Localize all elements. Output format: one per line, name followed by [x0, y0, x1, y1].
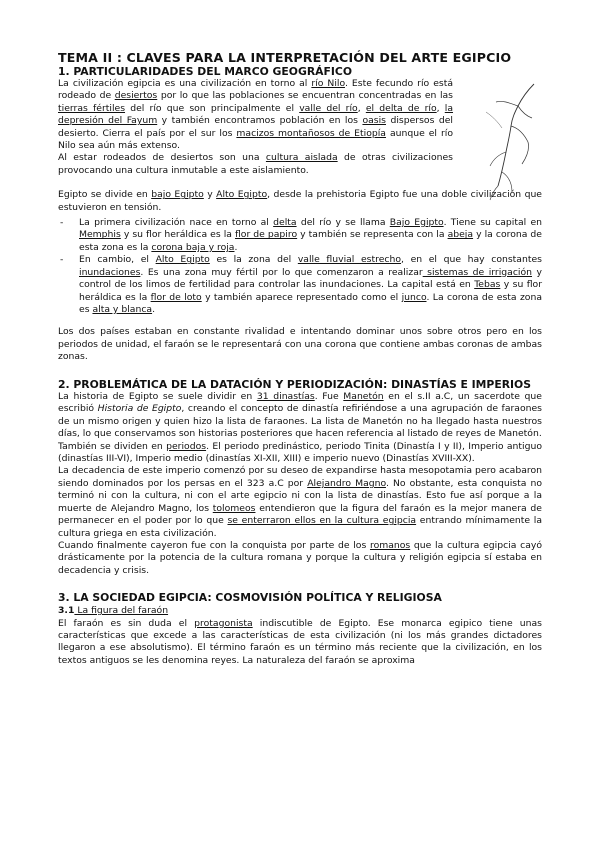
underlined-term: tolomeos	[212, 502, 256, 514]
underlined-term: flor de loto	[150, 291, 202, 303]
text-run: y control de los limos de fertilidad para controlar las inundaciones. La capital está en	[79, 266, 542, 291]
underlined-term: valle fluvial estrecho	[297, 254, 402, 266]
text-run: . Tiene su capital en	[443, 217, 543, 229]
text-run: La decadencia de este imperio comenzó por su deseo de expandirse hasta mesopotamia pero acabaron siendo dominados por los persas en el 323 a.C por	[58, 465, 542, 489]
text-run: Los dos países estaban en constante rivalidad e intentando dominar unos sobre otros pero en los periodos de unidad, el faraón se le representará con una corona que contiene ambas coronas de ambas zonas.	[58, 326, 542, 363]
text-run: indiscutible de Egipto. Ese monarca egipico tiene unas características que excede a las características de esta civilización (ni los más grandes dictadores llegaron a ese absolutismo). El término faraón es un término más reciente que la civilización, en los textos antiguos se les denomina reyes. La naturaleza del faraón se aproxima	[58, 617, 542, 666]
underlined-term: se enterraron ellos en la cultura egipcia	[227, 515, 417, 527]
text-run: del río y se llama	[296, 217, 390, 229]
underlined-term: bajo Egipto	[151, 189, 204, 201]
underlined-term: alta y blanca	[92, 303, 153, 315]
text-run: Egipto se divide en	[58, 189, 152, 201]
underlined-term: desiertos	[114, 90, 158, 102]
text-run: de otras civilizaciones provocando una cultura inmutable a este aislamiento.	[58, 152, 453, 176]
underlined-term: delta	[273, 217, 297, 229]
text-run: . Es una zona muy fértil por lo que comenzaron a realizar	[140, 266, 423, 278]
text-run: que la cultura egipcia cayó drásticamente por la potencia de la cultura romana y porque la cultura y religión egipcia sí estaba en decadencia y crisis.	[58, 539, 542, 576]
text-run: Al estar rodeados de desiertos son una	[58, 152, 266, 164]
text-run: En cambio, el	[79, 254, 156, 266]
section-3-heading: 3. LA SOCIEDAD EGIPCIA: COSMOVISIÓN POLÍTICA Y RELIGIOSA	[58, 591, 442, 605]
text-run: entendieron que la figura del faraón es la mejor manera de permanecer en el poder por lo que	[58, 502, 542, 527]
underlined-term: periodos	[166, 440, 207, 452]
text-run: dispersos del desierto. Cierra el país por el sur los	[58, 115, 453, 139]
text-run: por lo que las poblaciones se encuentran concentradas en las	[157, 90, 454, 102]
underlined-term: Alejandro Magno	[307, 477, 386, 489]
underlined-term: corona baja y roja	[151, 241, 235, 253]
underlined-term: junco	[401, 291, 427, 303]
sec2-paragraph-3	[58, 465, 542, 539]
underlined-term: tierras fértiles	[58, 102, 126, 114]
text-run: , en el que hay constantes	[401, 254, 542, 266]
text-run: y	[203, 189, 217, 201]
text-run: . Este fecundo río está rodeado de	[58, 78, 454, 102]
text-run: es la zona del	[209, 254, 298, 266]
text-run: .	[234, 241, 238, 253]
underlined-term: la depresión del Fayum	[58, 102, 454, 127]
text-run: , desde la prehistoria Egipto fue una doble civilización que estuvieron en tensión.	[58, 189, 542, 213]
text-run: y también se representa con la	[297, 229, 448, 241]
underlined-term: Alto Egipto	[216, 189, 268, 201]
sec2-paragraph-1	[58, 391, 542, 441]
underlined-term: sistemas de irrigación	[422, 266, 533, 278]
sec1-paragraph-4	[58, 326, 542, 363]
underlined-term: Alto Egipto	[155, 254, 210, 266]
text-run: La historia de Egipto se suele dividir en	[58, 391, 257, 403]
text-run: . Fue	[314, 391, 344, 403]
text-run: , creando el concepto de dinastía refiriéndose a una agrupación de faraones de un mismo origen y quien hizo la lista de faraones. La lista de Manetón no ha llegado hasta nuestros días, lo que conservamos son historias posteriores que hacen referencia al listado de reyes de Manetón.	[58, 403, 542, 440]
underlined-term: inundaciones	[79, 266, 141, 278]
section-2-heading: 2. PROBLEMÁTICA DE LA DATACIÓN Y PERIODIZACIÓN: DINASTÍAS E IMPERIOS	[58, 377, 531, 391]
sec1-paragraph-1	[58, 78, 453, 152]
text-run: También se dividen en	[58, 440, 167, 452]
sec1-paragraph-2	[58, 152, 453, 177]
section-1-heading: 1. PARTICULARIDADES DEL MARCO GEOGRÁFICO	[58, 65, 353, 78]
underlined-term: flor de papiro	[234, 229, 298, 241]
text-run: ,	[436, 102, 445, 114]
underlined-term: 31 dinastías	[256, 391, 315, 403]
text-run: aunque el río Nilo sea aún más extenso.	[58, 127, 453, 152]
document-title: TEMA II : CLAVES PARA LA INTERPRETACIÓN DEL ARTE EGIPCIO	[58, 50, 512, 65]
underlined-term: valle del río	[299, 102, 358, 114]
text-run: . No obstante, esta conquista no terminó ni con la cultura, ni con el arte egipcio ni con la lista de dinastías. Esto fue así porque a la muerte de Alejandro Magno, los	[58, 477, 543, 514]
sec1-paragraph-3	[58, 189, 542, 214]
underlined-term: macizos montañosos de Etiopía	[236, 127, 386, 139]
underlined-term: río Nilo	[311, 78, 345, 89]
sec3-paragraph-1	[58, 618, 542, 668]
underlined-term: Manetón	[343, 391, 384, 403]
sec2-paragraph-4	[58, 540, 542, 577]
document-page	[58, 50, 542, 667]
underlined-term: abeja	[447, 229, 474, 241]
text-run: El faraón es sin duda el	[58, 617, 195, 629]
underlined-term: el delta de río	[365, 102, 437, 114]
underlined-term: romanos	[369, 539, 411, 551]
text-run: y también encontramos población en los	[157, 115, 363, 127]
text-run: La civilización egipcia es una civilización en torno al	[58, 78, 312, 89]
underlined-term: oasis	[362, 115, 386, 127]
text-run: . La corona de esta zona es	[79, 291, 542, 315]
subsection-3-1-heading	[58, 605, 542, 617]
underlined-term: La figura del faraón	[74, 605, 169, 617]
underlined-term: Memphis	[79, 229, 121, 241]
text-run: y su flor heráldica es la	[120, 229, 235, 241]
text-run: en el s.II a.C, un sacerdote que escribió	[58, 391, 542, 415]
egypt-regions-list	[58, 217, 542, 316]
text-run: y la corona de esta zona es la	[79, 229, 542, 253]
text-run: y su flor heráldica es la	[79, 279, 543, 303]
underlined-term: cultura aislada	[265, 152, 338, 164]
underlined-term: Bajo Egipto	[389, 217, 444, 229]
list-item-upper-egypt	[58, 254, 542, 316]
text-run: . El periodo predinástico, periodo Tinita (Dinastía I y II), Imperio antiguo (dinastías III-VI), Imperio medio (dinastías XI-XII, XIII) e imperio nuevo (Dinastías XVIII-XX).	[58, 440, 542, 465]
sec2-paragraph-2	[58, 441, 542, 466]
text-run: ,	[357, 102, 366, 114]
underlined-term: protagonista	[194, 617, 253, 629]
text-run: entrando mínimamente la cultura griega en esta civilización.	[58, 515, 542, 539]
list-item-lower-egypt	[58, 217, 542, 254]
text-run: Cuando finalmente cayeron fue con la conquista por parte de los	[58, 539, 370, 551]
text-run: del río que son principalmente el	[125, 102, 300, 114]
bold-text: 3.1	[58, 605, 75, 617]
underlined-term: Tebas	[474, 279, 501, 291]
italic-title: Historia de Egipto	[97, 403, 182, 415]
text-run: La primera civilización nace en torno al	[79, 217, 274, 229]
text-run: .	[152, 303, 156, 315]
text-run: y también aparece representado como el	[201, 291, 402, 303]
